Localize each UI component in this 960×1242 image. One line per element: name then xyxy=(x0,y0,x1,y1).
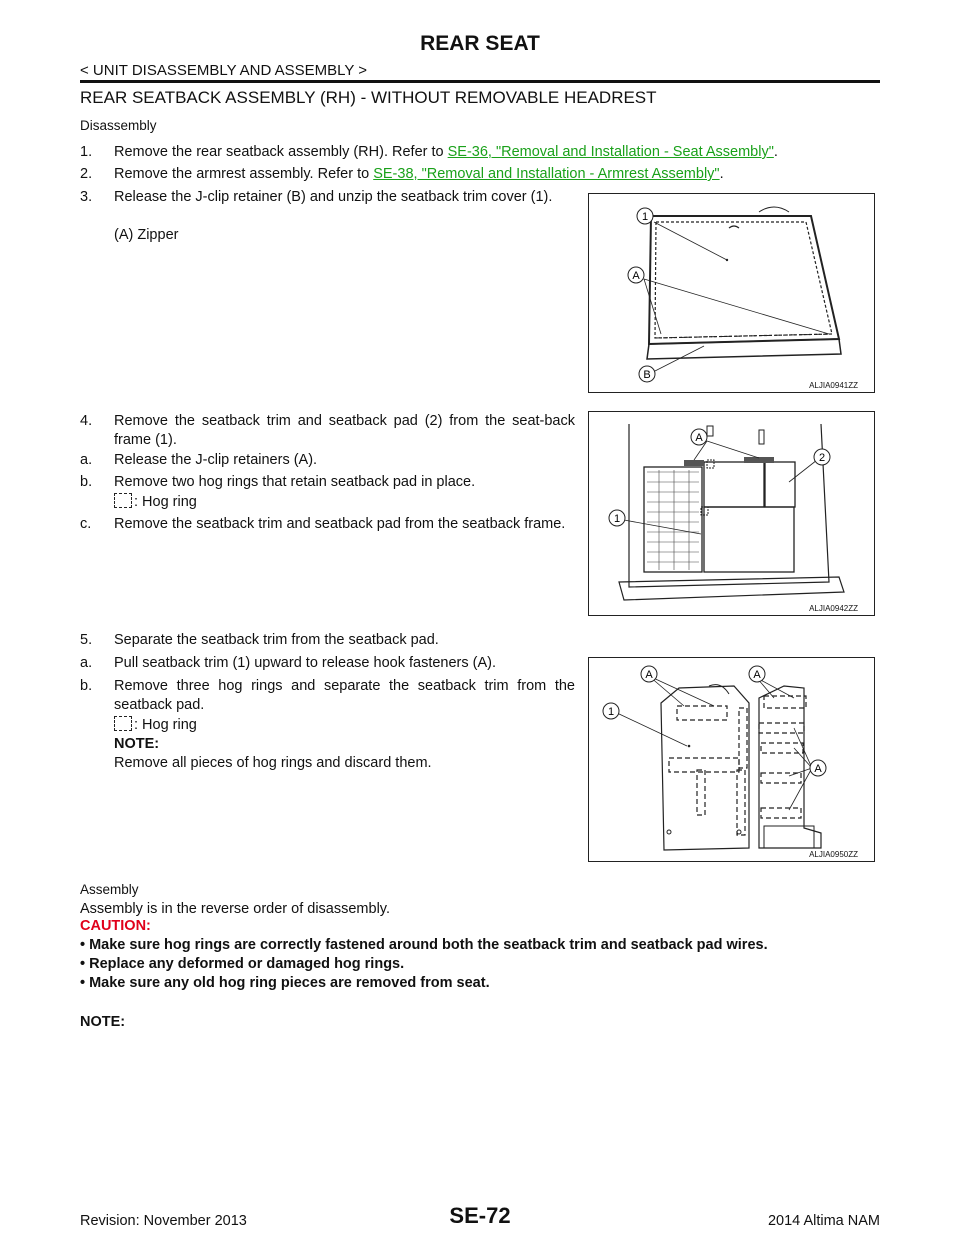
caution-item-2: • Replace any deformed or damaged hog rings. xyxy=(80,956,405,972)
fig1-callout-b: B xyxy=(643,369,651,381)
hog-ring-symbol-icon xyxy=(114,716,132,731)
fig3-callout-a-top: A xyxy=(753,669,761,681)
step-2: 2. Remove the armrest assembly. Refer to SE-38, "Removal and Installation - Armrest Assembly". xyxy=(80,166,724,182)
step-3: 3. Release the J-clip retainer (B) and unzip the seatback trim cover (1). xyxy=(80,189,553,205)
fig1-callout-a: A xyxy=(632,270,640,282)
caution-label: CAUTION: xyxy=(80,918,151,934)
chapter-breadcrumb: < UNIT DISASSEMBLY AND ASSEMBLY > xyxy=(80,62,368,79)
figure-id: ALJIA0941ZZ xyxy=(809,381,858,390)
footer-model: 2014 Altima NAM xyxy=(767,1213,880,1229)
step-5: 5. Separate the seatback trim from the seatback pad. xyxy=(80,632,439,648)
step-4: 4. Remove the seatback trim and seatback pad (2) from the seat-back frame (1). xyxy=(80,413,575,448)
page-title: REAR SEAT xyxy=(420,32,540,55)
fig3-callout-a-right: A xyxy=(814,763,822,775)
figure-trim-and-pad xyxy=(588,657,875,862)
header-divider xyxy=(80,80,880,83)
caution-item-1: • Make sure hog rings are correctly fastened around both the seatback trim and seatback pad wires. xyxy=(80,937,768,953)
assembly-text: Assembly is in the reverse order of disassembly. xyxy=(80,901,390,917)
step-5b-legend: : Hog ring xyxy=(114,716,197,735)
section-title: REAR SEATBACK ASSEMBLY (RH) - WITHOUT REMOVABLE HEADREST xyxy=(80,88,657,107)
caution-item-3: • Make sure any old hog ring pieces are removed from seat. xyxy=(80,975,490,991)
fig2-callout-2: 2 xyxy=(818,452,826,464)
step-5b-note-label: NOTE: xyxy=(114,736,160,752)
step-4b-legend: : Hog ring xyxy=(114,493,197,512)
footer-revision: Revision: November 2013 xyxy=(80,1213,247,1229)
fig2-callout-a: A xyxy=(695,432,703,444)
figure-seatback-trim-cover xyxy=(588,193,875,393)
link-armrest-assembly[interactable]: SE-38, "Removal and Installation - Armrest Assembly" xyxy=(373,166,720,182)
fig2-callout-1: 1 xyxy=(613,513,621,525)
note-label: NOTE: xyxy=(80,1014,126,1030)
step-5b: b. Remove three hog rings and separate the seatback trim from the seatback pad. xyxy=(80,678,575,713)
trim-and-pad-diagram xyxy=(589,658,873,860)
figure-seatback-frame xyxy=(588,411,875,616)
footer-page-number: SE-72 xyxy=(449,1203,511,1228)
disassembly-heading: Disassembly xyxy=(80,118,157,133)
seatback-frame-diagram xyxy=(589,412,873,614)
step-5a: a. Pull seatback trim (1) upward to release hook fasteners (A). xyxy=(80,655,496,671)
seatback-trim-cover-diagram xyxy=(589,194,873,391)
figure-id: ALJIA0950ZZ xyxy=(809,850,858,859)
step-3-note: (A) Zipper xyxy=(114,227,179,243)
step-4b: b. Remove two hog rings that retain seatback pad in place. xyxy=(80,474,476,490)
link-seat-assembly[interactable]: SE-36, "Removal and Installation - Seat Assembly" xyxy=(447,144,774,160)
figure-id: ALJIA0942ZZ xyxy=(809,604,858,613)
step-1: 1. Remove the rear seatback assembly (RH). Refer to SE-36, "Removal and Installation - Seat Assembly". xyxy=(80,144,778,160)
step-4a: a. Release the J-clip retainers (A). xyxy=(80,452,318,468)
step-5b-note-text: Remove all pieces of hog rings and discard them. xyxy=(114,755,432,771)
fig3-callout-a-left: A xyxy=(645,669,653,681)
fig3-callout-1: 1 xyxy=(607,706,615,718)
fig1-callout-1: 1 xyxy=(641,211,649,223)
assembly-heading: Assembly xyxy=(80,882,139,897)
hog-ring-symbol-icon xyxy=(114,493,132,508)
step-4c: c. Remove the seatback trim and seatback pad from the seatback frame. xyxy=(80,516,566,532)
